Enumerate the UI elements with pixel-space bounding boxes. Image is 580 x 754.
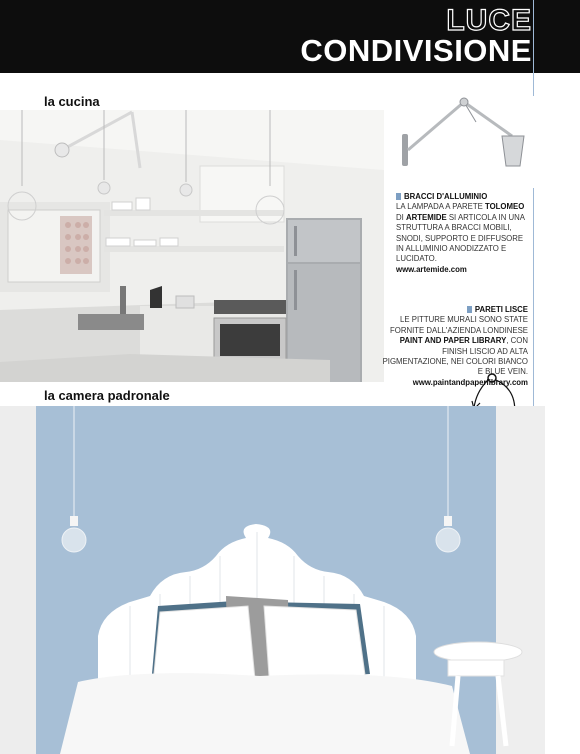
header-kicker: LUCE [446,4,532,37]
bedroom-photo [0,406,545,754]
caption-bracci [396,192,531,275]
caption-text: , CON FINISH LISCIO AD ALTA PIGMENTAZIONE, NEI COLORI BIANCO E BLUE VEIN. [382,336,528,377]
caption-brand: PAINT AND PAPER LIBRARY [399,336,507,346]
caption-text: SI ARTICOLA IN UNA STRUTTURA A BRACCI MOBILI, SNODI, SUPPORTO E DIFFUSORE IN ALLUMINIO ANODIZZATO E LUCIDATO. [396,212,525,264]
bedroom-section-title: la camera padronale [44,388,170,403]
caption-text: LE PITTURE MURALI SONO STATE FORNITE DALL'AZIENDA LONDINESE [390,315,528,335]
caption-url[interactable]: www.artemide.com [396,264,467,274]
caption-heading: PARETI LISCE [474,305,528,314]
tolomeo-lamp-photo [394,96,534,188]
caption-heading: BRACCI D'ALLUMINIO [404,192,488,201]
header-title: CONDIVISIONE [300,33,532,68]
caption-brand: ARTEMIDE [405,212,447,222]
caption-marker [396,193,401,200]
caption-marker [467,306,472,313]
page-header [0,0,580,73]
caption-brand: TOLOMEO [484,202,525,212]
kitchen-section-title: la cucina [44,94,100,109]
caption-text: DI [396,212,406,222]
kitchen-photo [0,110,384,382]
caption-url[interactable]: www.paintandpaperlibrary.com [412,377,528,387]
caption-text: LA LAMPADA A PARETE [396,202,485,212]
